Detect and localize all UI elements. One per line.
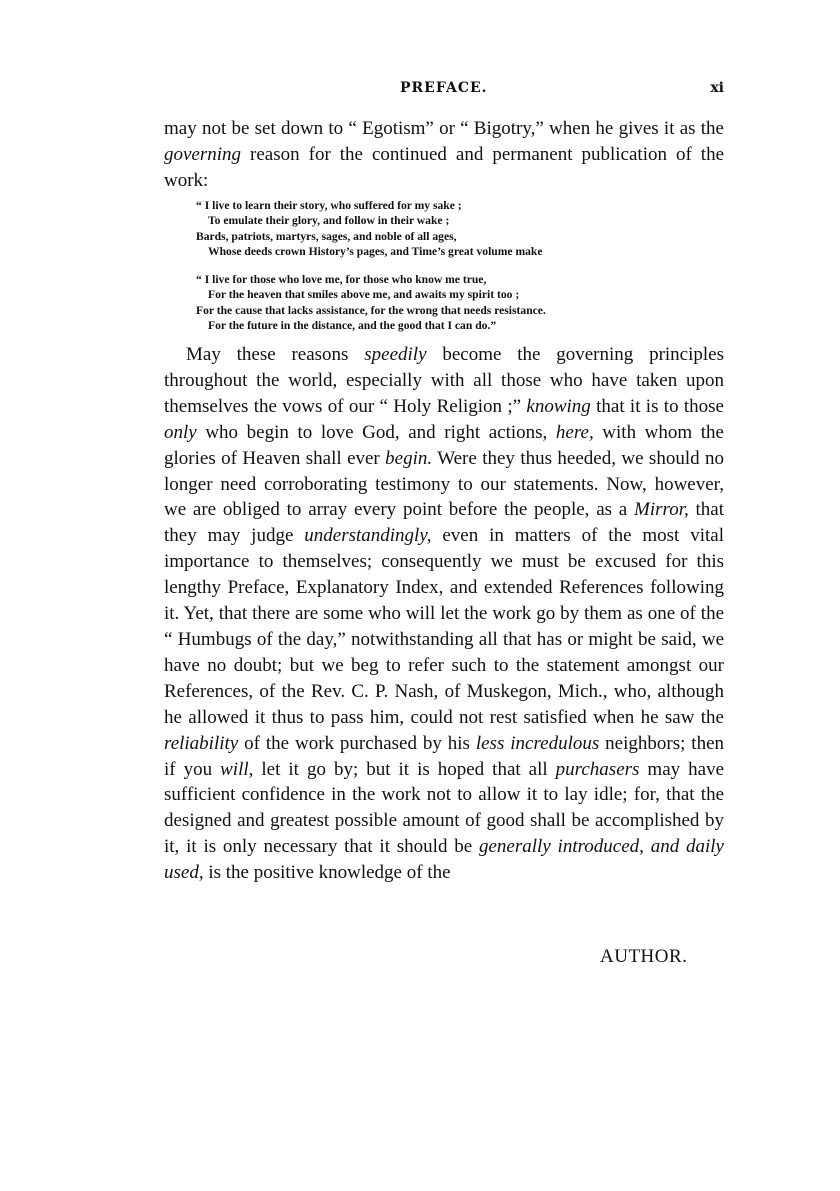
poem-line: To emulate their glory, and follow in their wake ;	[208, 214, 450, 228]
poem-line: “ I live for those who love me, for those who know me true,	[196, 273, 487, 286]
main-paragraph: May these reasons speedily become the governing principles throughout the world, especially with all those who have taken upon themselves the vows of our “ Holy Religion ;” knowing that it is to those only who begin to love God, and right actions, here, with whom the glories of Heaven shall ever begin. Were they thus heeded, we should no longer need corroborating testimony to our statements. Now, however, we are obliged to array every point before the people, as a Mirror, that they may judge understandingly, even in matters of the most vital importance to themselves; consequently we must be excused for this lengthy Preface, Explanatory Index, and extended References following it. Yet, that there are some who will let the work go by them as one of the “ Humbugs of the day,” notwithstanding all that has or might be said, we have no doubt; but we beg to refer such to the statement amongst our References, of the Rev. C. P. Nash, of Muskegon, Mich., who, although he allowed it thus to pass him, could not rest satisfied when he saw the reliability of the work purchased by his less incredulous neighbors; then if you will, let it go by; but it is hoped that all purchasers may have sufficient confidence in the work not to allow it to lay idle; for, that the designed and greatest possible amount of good shall be accomplished by it, it is only necessary that it should be generally introduced, and daily used, is the positive knowledge of the	[164, 344, 725, 884]
emphasis: speedily	[364, 344, 427, 365]
poem-line: For the heaven that smiles above me, and awaits my spirit too ;	[208, 288, 520, 302]
poem-line: For the future in the distance, and the good that I can do.”	[208, 319, 497, 333]
poem-line: Bards, patriots, martyrs, sages, and noble of all ages,	[196, 229, 457, 243]
intro-paragraph: may not be set down to “ Egotism” or “ Bigotry,” when he gives it as the governing reason for the continued and permanent publication of the work:	[164, 118, 724, 191]
emphasis: reliability	[164, 732, 239, 754]
poem-line: “ I live to learn their story, who suffered for my sake ;	[196, 199, 462, 212]
running-header	[164, 80, 724, 100]
poem-line: For the cause that lacks assistance, for the wrong that needs resistance.	[196, 303, 546, 317]
emphasis: Mirror,	[634, 499, 689, 521]
emphasis: understandingly,	[304, 525, 432, 547]
poem-line: Whose deeds crown History’s pages, and Time’s great volume make	[208, 245, 543, 259]
emphasis: knowing	[526, 395, 591, 417]
emphasis: governing	[164, 143, 242, 165]
emphasis: begin.	[385, 447, 433, 469]
emphasis: purchasers	[555, 758, 640, 780]
emphasis: only	[164, 421, 197, 443]
emphasis: will,	[220, 758, 254, 780]
author-signature: AUTHOR.	[600, 946, 688, 967]
emphasis: less incredulous	[475, 732, 600, 754]
poem-stanza-2	[196, 272, 696, 334]
emphasis: here,	[555, 421, 594, 443]
emphasis: generally introduced, and daily used,	[164, 836, 724, 884]
poem-stanza-1	[196, 198, 696, 260]
page-number: xi	[710, 80, 724, 96]
running-title: PREFACE.	[400, 80, 488, 96]
